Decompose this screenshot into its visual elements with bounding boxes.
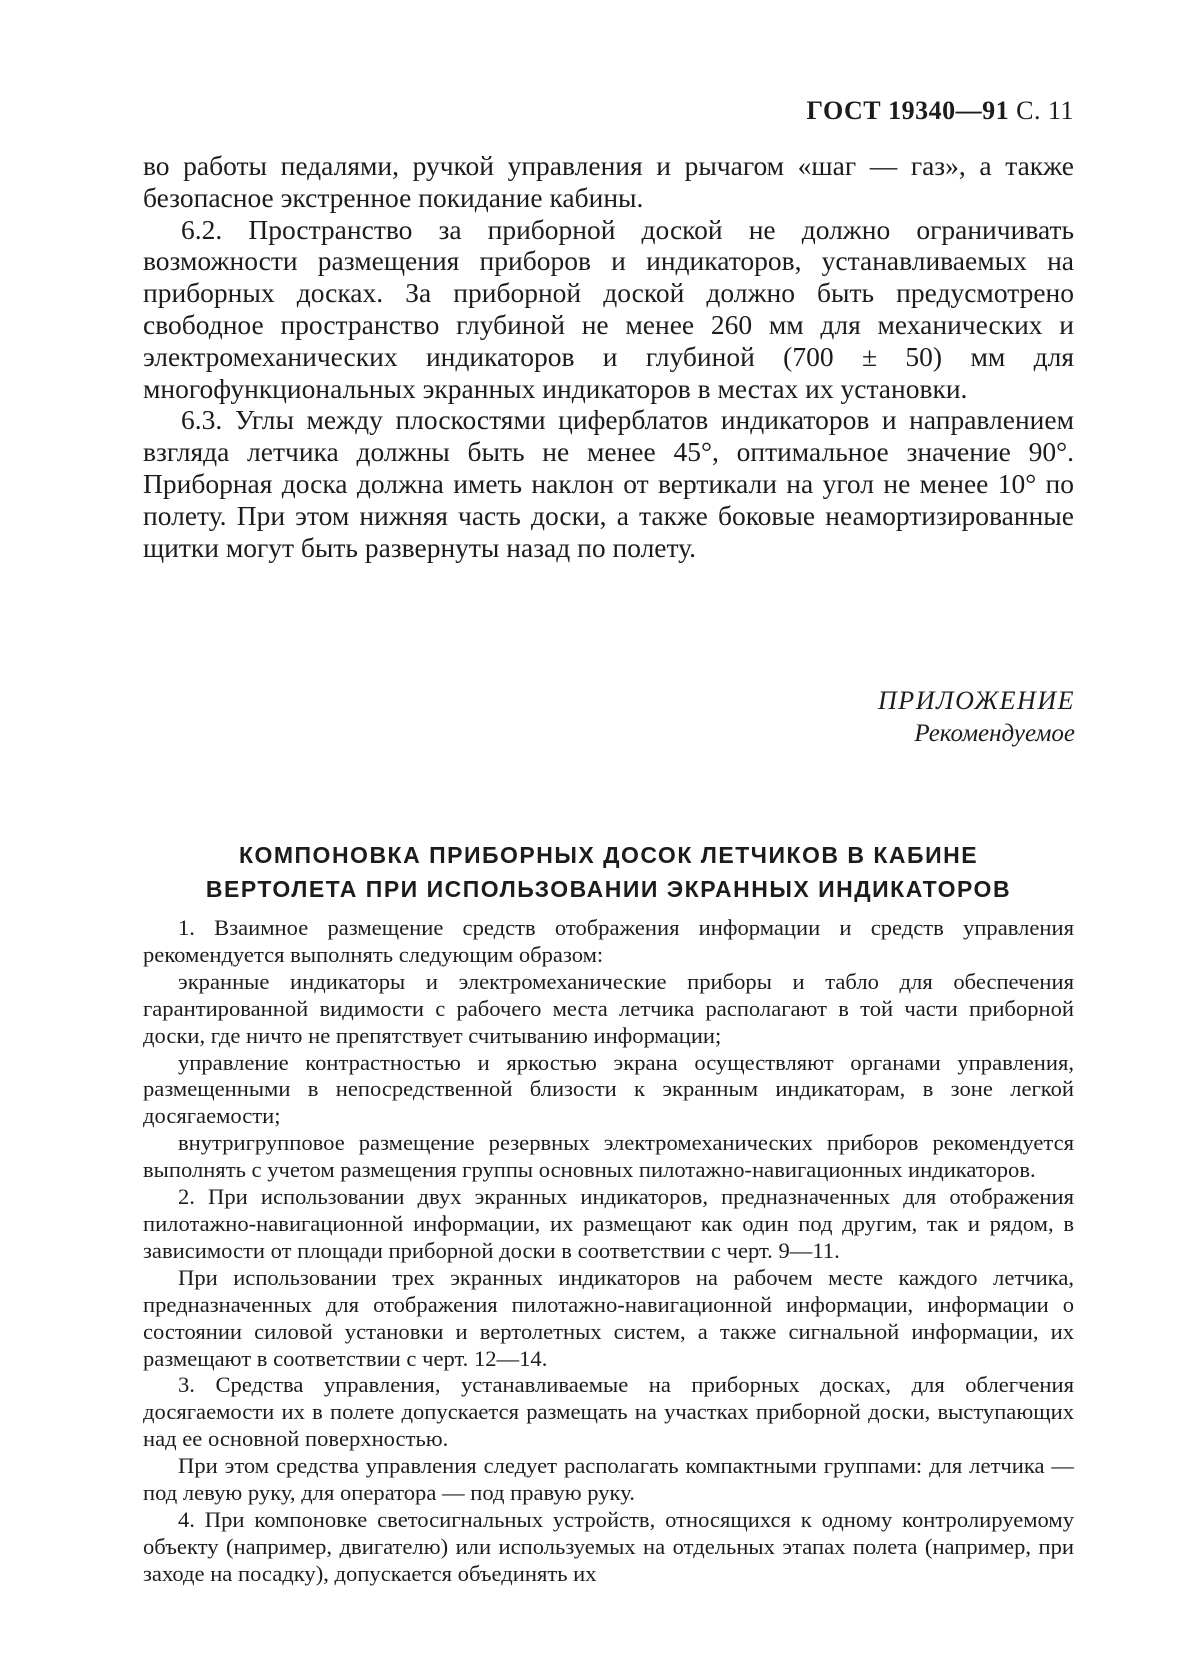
body-paragraph: При использовании трех экранных индикаторов на рабочем месте каждого летчика, предназначенных для отображения пилотажно-навигационной информации, информации о состоянии силовой установки и вертолетных систем, а также сигнальной информации, их размещают в соответствии с черт. 12—14.: [143, 1264, 1074, 1371]
appendix-status: Рекомендуемое: [914, 720, 1075, 747]
appendix-title: ПРИЛОЖЕНИЕ: [878, 686, 1075, 715]
page-header: [807, 96, 1074, 126]
page-number: С. 11: [1016, 96, 1074, 125]
paragraph-6-2: 6.2. Пространство за приборной доской не должно ограничивать возможности размещения приборов и индикаторов, устанавливаемых на приборных досках. За приборной доской должно быть предусмотрено свободное пространство глубиной не менее 260 мм для механических и электромеханических индикаторов и глубиной (700 ± 50) мм для многофункциональных экранных индикаторов в местах их установки.: [143, 213, 1074, 404]
body-paragraph: 2. При использовании двух экранных индикаторов, предназначенных для отображения пилотажно-навигационной информации, их размещают как один под другим, так и рядом, в зависимости от площади приборной доски в соответствии с черт. 9—11.: [143, 1184, 1074, 1263]
paragraph-continuation: во работы педалями, ручкой управления и рычагом «шаг — газ», а также безопасное экстренное покидание кабины.: [143, 150, 1074, 213]
body-paragraph: внутригрупповое размещение резервных электромеханических приборов рекомендуется выполнять с учетом размещения группы основных пилотажно-навигационных индикаторов.: [143, 1130, 1074, 1183]
appendix-heading: [143, 838, 1074, 906]
paragraph-6-3: 6.3. Углы между плоскостями циферблатов индикаторов и направлением взгляда летчика должны быть не менее 45°, оптимальное значение 90°. Приборная доска должна иметь наклон от вертикали на угол не менее 10° по полету. При этом нижняя часть доски, а также боковые неамортизированные щитки могут быть развернуты назад по полету.: [143, 404, 1074, 563]
body-paragraph: При этом средства управления следует располагать компактными группами: для летчика — под левую руку, для оператора — под правую руку.: [143, 1453, 1074, 1506]
body-paragraph: экранные индикаторы и электромеханические приборы и табло для обеспечения гарантированной видимости с рабочего места летчика располагают в той части приборной доски, где ничто не препятствует считыванию информации;: [143, 968, 1074, 1048]
body-paragraph: 4. При компоновке светосигнальных устройств, относящихся к одному контролируемому объекту (например, двигателю) или используемых на отдельных этапах полета (например, при заходе на посадку), допускается объединять их: [143, 1506, 1074, 1586]
standard-number: ГОСТ 19340—91: [806, 96, 1010, 125]
appendix-body: [143, 915, 1074, 1588]
heading-line-2: ВЕРТОЛЕТА ПРИ ИСПОЛЬЗОВАНИИ ЭКРАННЫХ ИНДИКАТОРОВ: [205, 876, 1012, 902]
appendix-label: [878, 686, 1075, 748]
heading-line-1: КОМПОНОВКА ПРИБОРНЫХ ДОСОК ЛЕТЧИКОВ В КАБИНЕ: [238, 842, 979, 868]
section-6-text: [143, 150, 1074, 563]
body-paragraph: 1. Взаимное размещение средств отображения информации и средств управления рекомендуется выполнять следующим образом:: [143, 915, 1074, 967]
body-paragraph: управление контрастностью и яркостью экрана осуществляют органами управления, размещенными в непосредственной близости к экранным индикаторам, в зоне легкой досягаемости;: [143, 1049, 1074, 1129]
body-paragraph: 3. Средства управления, устанавливаемые на приборных досках, для облегчения досягаемости их в полете допускается размещать на участках приборной доски, выступающих над ее основной поверхностью.: [143, 1372, 1074, 1452]
